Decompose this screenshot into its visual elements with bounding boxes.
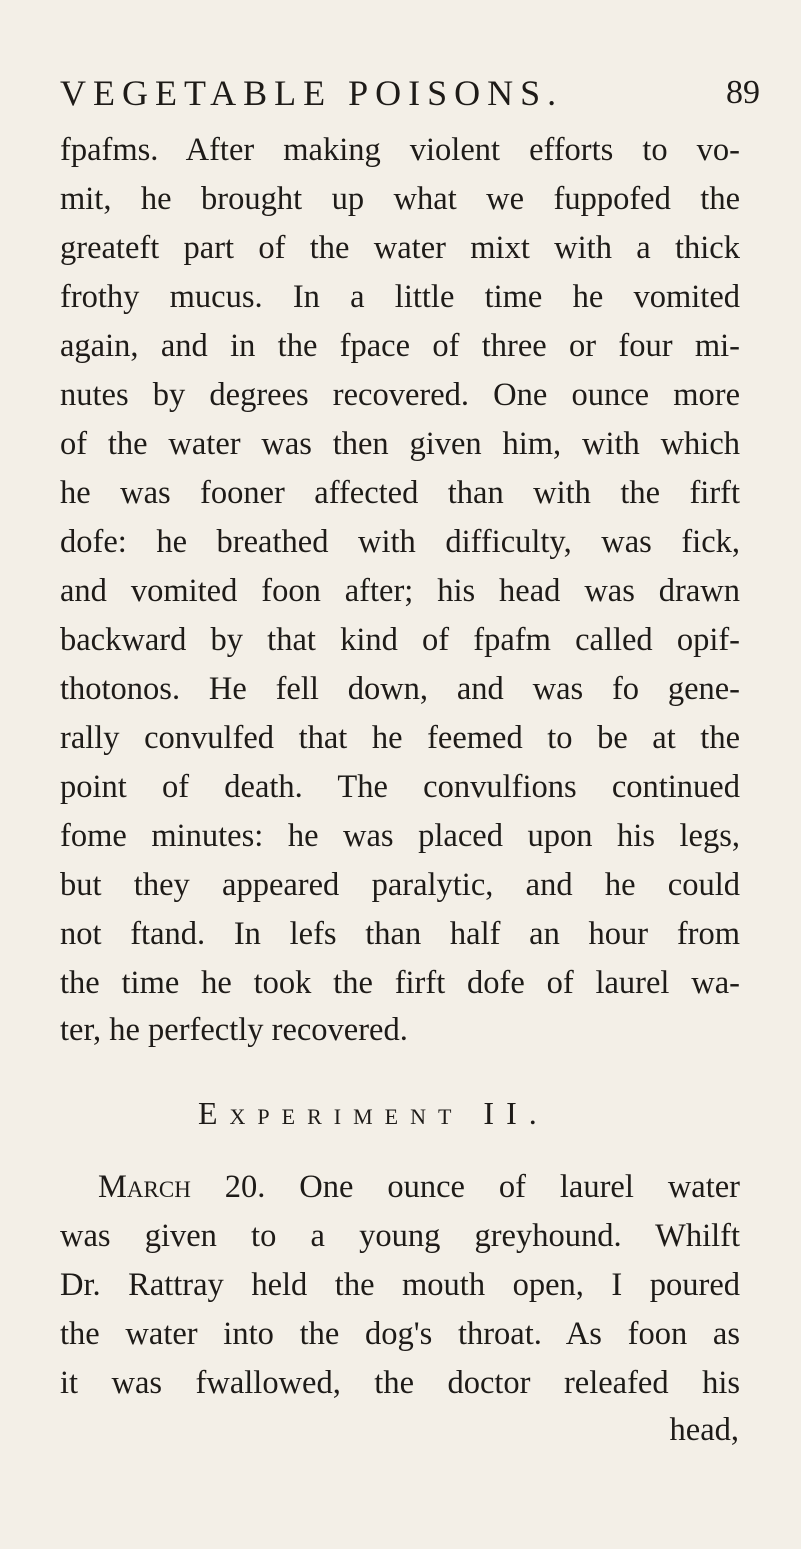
text-line: mit, he brought up what we fuppofed the xyxy=(60,181,740,217)
text-line: he was fooner affected than with the firft xyxy=(60,475,740,511)
page-header xyxy=(60,68,760,118)
text-line: thotonos. He fell down, and was fo gene- xyxy=(60,671,740,707)
page-number: 89 xyxy=(726,74,760,111)
text-line: the water into the dog's throat. As foon as xyxy=(60,1316,740,1352)
text-line: it was fwallowed, the doctor releafed his xyxy=(60,1365,740,1401)
text-line: fome minutes: he was placed upon his legs, xyxy=(60,818,740,854)
text-line: backward by that kind of fpafm called opif- xyxy=(60,622,740,658)
catchword: head, xyxy=(669,1412,739,1448)
text-line: point of death. The convulfions continued xyxy=(60,769,740,805)
experiment-heading: Experiment II. xyxy=(198,1095,549,1131)
text-line-first xyxy=(98,1167,740,1207)
text-line: dofe: he breathed with difficulty, was fick, xyxy=(60,524,740,560)
text-line: rally convulfed that he feemed to be at the xyxy=(60,720,740,756)
text-line: nutes by degrees recovered. One ounce more xyxy=(60,377,740,413)
text-line: but they appeared paralytic, and he could xyxy=(60,867,740,903)
first-line-text: One ounce of laurel water xyxy=(299,1169,740,1205)
text-line: frothy mucus. In a little time he vomited xyxy=(60,279,740,315)
text-line: ter, he perfectly recovered. xyxy=(60,1012,408,1048)
date-label: March 20. xyxy=(98,1169,266,1205)
text-line: the time he took the firft dofe of laurel wa- xyxy=(60,965,740,1001)
text-line: not ftand. In lefs than half an hour from xyxy=(60,916,740,952)
text-line: Dr. Rattray held the mouth open, I poured xyxy=(60,1267,740,1303)
running-head: VEGETABLE POISONS. xyxy=(60,73,564,113)
text-line: and vomited foon after; his head was drawn xyxy=(60,573,740,609)
text-line: fpafms. After making violent efforts to vo- xyxy=(60,132,740,168)
text-line: of the water was then given him, with which xyxy=(60,426,740,462)
text-line: was given to a young greyhound. Whilft xyxy=(60,1218,740,1254)
text-line: again, and in the fpace of three or four mi- xyxy=(60,328,740,364)
text-line: greateft part of the water mixt with a thick xyxy=(60,230,740,266)
